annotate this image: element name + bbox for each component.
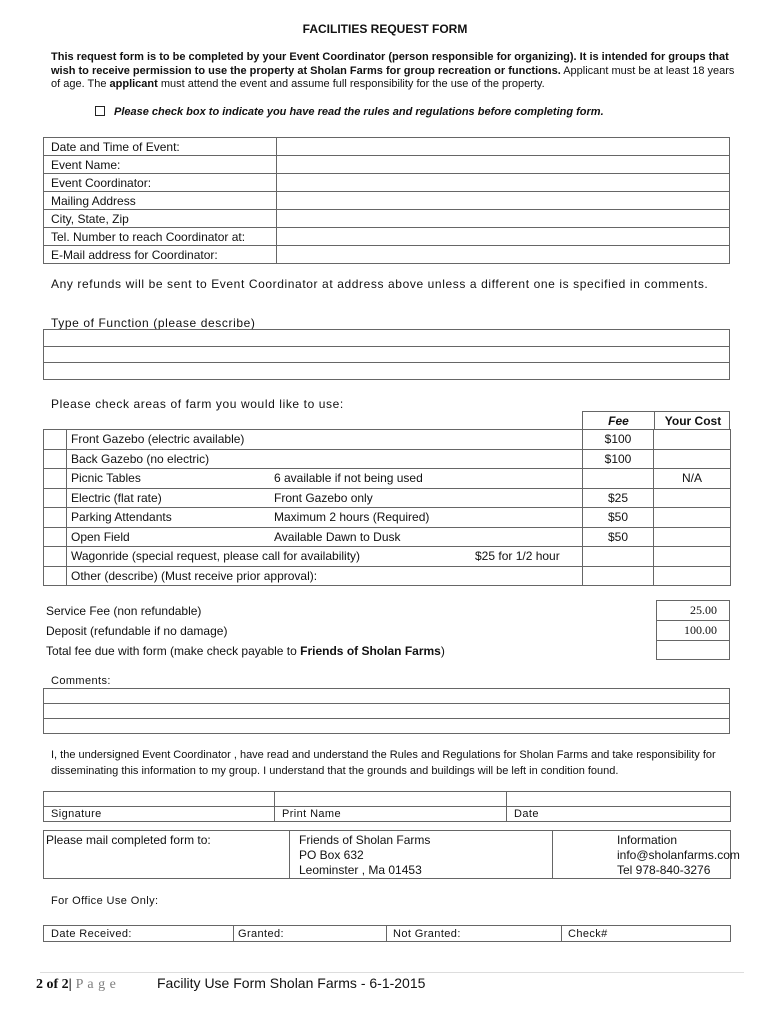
area-your-cost[interactable] (654, 508, 731, 528)
info-label: Date and Time of Event: (44, 138, 277, 156)
info-row (44, 210, 730, 228)
comment-line-1[interactable] (44, 689, 730, 704)
area-note: $25 for 1/2 hour (475, 549, 560, 563)
info-value-field[interactable] (277, 192, 730, 210)
area-row (44, 430, 731, 450)
signature-table (43, 791, 731, 822)
deposit-value: 100.00 (657, 621, 730, 641)
areas-header (582, 411, 730, 430)
rules-checkbox[interactable] (95, 106, 105, 116)
event-info-table (43, 137, 730, 264)
area-fee (583, 566, 654, 586)
area-row (44, 527, 731, 547)
area-name: Back Gazebo (no electric) (71, 451, 210, 466)
area-name: Front Gazebo (electric available) (71, 432, 245, 447)
area-fee: $100 (583, 449, 654, 469)
area-row (44, 547, 731, 567)
contact-line: Information (617, 833, 678, 847)
function-line-3[interactable] (44, 363, 730, 380)
function-line-1[interactable] (44, 330, 730, 347)
area-name: Other (describe) (Must receive prior approval): (71, 568, 318, 583)
area-checkbox[interactable] (44, 527, 67, 547)
info-value-field[interactable] (277, 156, 730, 174)
area-fee (583, 469, 654, 489)
info-label: Mailing Address (44, 192, 277, 210)
area-name-cell (67, 527, 583, 547)
area-name: Electric (flat rate) (71, 490, 162, 505)
area-note: Available Dawn to Dusk (274, 529, 401, 544)
intro-rest-2: must attend the event and assume full responsibility for the use of the property. (157, 78, 545, 90)
info-value-field[interactable] (277, 210, 730, 228)
area-your-cost[interactable] (654, 547, 731, 567)
farm-areas-table (43, 429, 731, 586)
intro-text (51, 51, 741, 92)
area-name-cell (67, 430, 583, 450)
area-fee (583, 547, 654, 567)
area-name-cell (67, 488, 583, 508)
area-name-cell (67, 566, 583, 586)
area-your-cost[interactable] (654, 449, 731, 469)
service-fee-value: 25.00 (657, 601, 730, 621)
area-fee: $50 (583, 508, 654, 528)
agreement-text: I, the undersigned Event Coordinator , have read and understand the Rules and Regulations for Sholan Farms and take responsibility for disseminating this information to my group. I understand that the grounds and buildings will be left in condition found. (51, 749, 716, 777)
area-checkbox[interactable] (44, 469, 67, 489)
deposit-label: Deposit (refundable if no damage) (46, 624, 228, 638)
total-fee-close: ) (440, 644, 445, 658)
area-note: 6 available if not being used (274, 471, 423, 485)
fee-header: Fee (608, 414, 629, 428)
granted-field: Granted: (234, 926, 387, 942)
service-fee-label: Service Fee (non refundable) (46, 604, 202, 618)
area-name: Parking Attendants (71, 510, 172, 525)
signature-field[interactable] (44, 792, 275, 807)
area-your-cost[interactable] (654, 488, 731, 508)
info-label: E-Mail address for Coordinator: (44, 246, 277, 264)
refunds-note: Any refunds will be sent to Event Coordinator at address above unless a different one is specified in comments. (51, 277, 709, 291)
mail-contact (553, 831, 740, 879)
print-name-field[interactable] (275, 792, 507, 807)
mail-address-line: Leominster , Ma 01453 (299, 863, 422, 877)
office-use-label: For Office Use Only: (51, 895, 159, 907)
not-granted-field: Not Granted: (387, 926, 562, 942)
area-name: Open Field (71, 529, 130, 544)
area-name-cell (67, 508, 583, 528)
info-row (44, 138, 730, 156)
office-table (43, 925, 731, 942)
intro-applicant: applicant (109, 78, 158, 90)
area-note: Maximum 2 hours (Required) (274, 510, 430, 524)
rules-check-line (95, 106, 604, 118)
area-your-cost[interactable] (654, 566, 731, 586)
area-your-cost[interactable] (654, 430, 731, 450)
area-checkbox[interactable] (44, 547, 67, 567)
comment-line-3[interactable] (44, 719, 730, 734)
page-word: P a g e (75, 977, 117, 992)
mail-address (290, 831, 553, 879)
contact-phone: Tel 978-840-3276 (617, 863, 711, 877)
area-name-cell (67, 547, 583, 567)
total-fee-payee: Friends of Sholan Farms (300, 644, 441, 658)
intro-rest-1: Applicant must be at least 18 years of age. The (51, 64, 735, 90)
info-value-field[interactable] (277, 138, 730, 156)
area-fee: $50 (583, 527, 654, 547)
area-name: Picnic Tables (71, 471, 141, 486)
area-row (44, 469, 731, 489)
mail-table (43, 830, 740, 879)
info-row (44, 156, 730, 174)
info-row (44, 246, 730, 264)
area-checkbox[interactable] (44, 566, 67, 586)
signature-label: Signature (44, 807, 275, 822)
info-value-field[interactable] (277, 246, 730, 264)
your-cost-header: Your Cost (664, 414, 722, 428)
area-checkbox[interactable] (44, 488, 67, 508)
check-number-field: Check# (562, 926, 731, 942)
total-fee-label (46, 644, 445, 658)
contact-email[interactable]: info@sholanfarms.com (617, 848, 740, 862)
comments-label: Comments: (51, 675, 111, 687)
form-title: FACILITIES REQUEST FORM (302, 22, 468, 36)
area-checkbox[interactable] (44, 449, 67, 469)
function-label: Type of Function (please describe) (51, 316, 256, 330)
function-description-table (43, 329, 730, 380)
page-number: 2 of 2 (36, 977, 69, 992)
area-your-cost[interactable]: N/A (654, 469, 731, 489)
footer-doc-title: Facility Use Form Sholan Farms - 6-1-2015 (157, 975, 426, 991)
info-label: Tel. Number to reach Coordinator at: (44, 228, 277, 246)
date-field[interactable] (507, 792, 731, 807)
total-fee-value[interactable] (657, 641, 730, 660)
footer-rule (40, 972, 744, 973)
area-row (44, 508, 731, 528)
areas-label: Please check areas of farm you would like to use: (51, 397, 344, 411)
comment-line-2[interactable] (44, 704, 730, 719)
rules-check-text: Please check box to indicate you have read the rules and regulations before completing form. (114, 106, 604, 118)
info-label: City, State, Zip (44, 210, 277, 228)
comments-table (43, 688, 730, 734)
info-value-field[interactable] (277, 174, 730, 192)
info-row (44, 192, 730, 210)
mail-address-line: PO Box 632 (299, 848, 364, 862)
intro-bold: This request form is to be completed by your Event Coordinator (person responsible for organizing). It is intended for groups that wish to receive permission to use the property at Sholan Farms for group recreation or functions. (51, 51, 729, 77)
area-row (44, 566, 731, 586)
info-row (44, 174, 730, 192)
area-fee: $100 (583, 430, 654, 450)
info-label: Event Name: (44, 156, 277, 174)
area-checkbox[interactable] (44, 508, 67, 528)
total-fee-text: Total fee due with form (make check payable to (46, 644, 301, 658)
area-checkbox[interactable] (44, 430, 67, 450)
date-received-field: Date Received: (44, 926, 234, 942)
print-name-label: Print Name (275, 807, 507, 822)
area-row (44, 488, 731, 508)
area-your-cost[interactable] (654, 527, 731, 547)
function-line-2[interactable] (44, 347, 730, 363)
date-label: Date (507, 807, 731, 822)
footer-page: 2 of 2| P a g e (36, 977, 117, 992)
fees-table (656, 600, 730, 660)
area-name-cell (67, 469, 583, 489)
area-name: Wagonride (special request, please call for availability) (71, 549, 361, 564)
area-fee: $25 (583, 488, 654, 508)
mail-label: Please mail completed form to: (44, 831, 290, 879)
area-row (44, 449, 731, 469)
info-value-field[interactable] (277, 228, 730, 246)
area-note: Front Gazebo only (274, 490, 373, 505)
info-label: Event Coordinator: (44, 174, 277, 192)
mail-address-line: Friends of Sholan Farms (299, 833, 431, 847)
info-row (44, 228, 730, 246)
area-name-cell (67, 449, 583, 469)
